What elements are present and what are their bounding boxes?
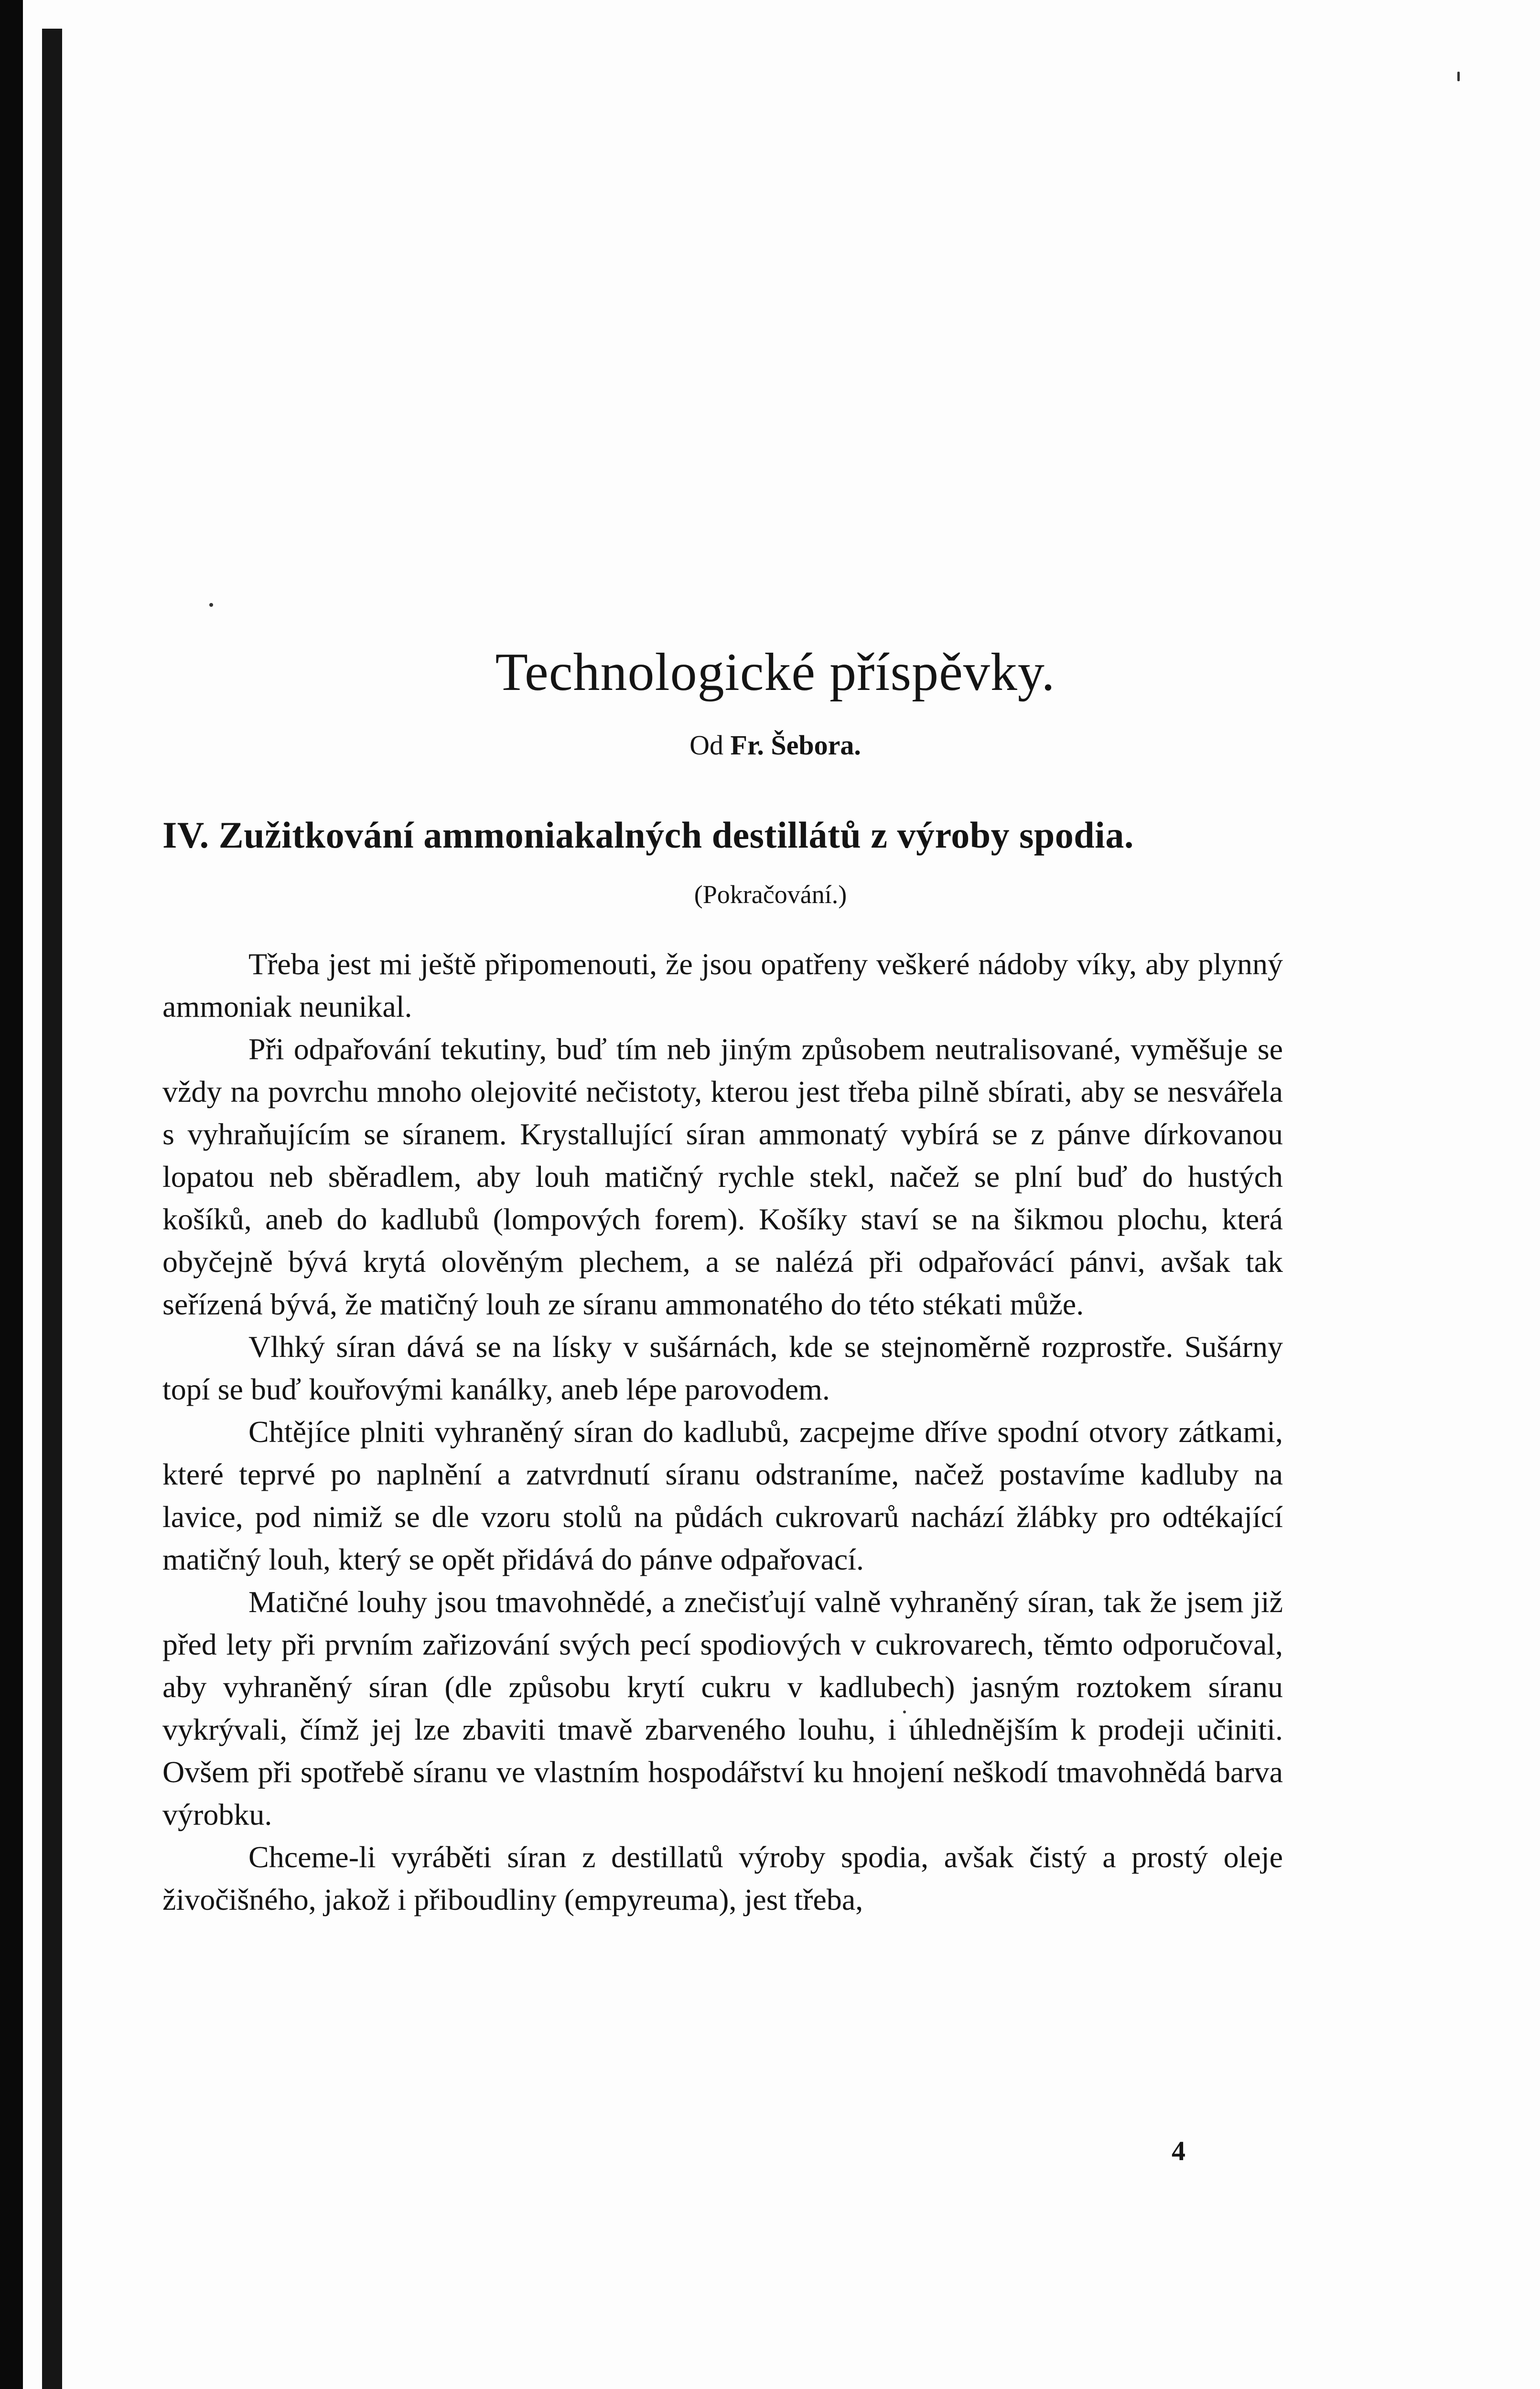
author-name: Fr. Šebora.: [730, 730, 861, 761]
paragraph: Chtějíce plniti vyhraněný síran do kadlubů, zacpejme dříve spodní otvory zátkami, které teprvé po naplnění a zatvrdnutí síranu odstraníme, načež postavíme kadluby na lavice, pod nimiž se dle vzoru stolů na půdách cukrovarů nachází žlábky pro odtékající matičný louh, který se opět přidává do pánve odpařovací.: [162, 1415, 1283, 1577]
byline: [162, 729, 1283, 761]
section-heading: IV. Zužitkování ammoniakalných destillátů z výroby spodia.: [162, 814, 1134, 856]
article-title: Technologické příspěvky.: [495, 643, 1055, 702]
article: [162, 640, 1283, 1921]
article-body: [162, 943, 1283, 1921]
scan-left-edge: [0, 0, 23, 2389]
paragraph: Vlhký síran dává se na lísky v sušárnách, kde se stejnoměrně rozprostře. Sušárny topí se buď kouřovými kanálky, aneb lépe parovodem.: [162, 1330, 1283, 1407]
scan-speck: [209, 603, 213, 607]
paragraph: Při odpařování tekutiny, buď tím neb jiným způsobem neutralisované, vyměšuje se vždy na povrchu mnoho olejovité nečistoty, kterou jest třeba pilně sbírati, aby se nesvářela s vyhraňujícím se síranem. Krystallující síran ammonatý vybírá se z pánve dírkovanou lopatou neb sběradlem, aby louh matičný rychle stekl, načež se plní buď do hustých košíků, aneb do kadlubů (lompových forem). Košíky staví se na šikmou plochu, která obyčejně bývá krytá olověným plechem, a se nalézá při odpařovácí pánvi, avšak tak seřízená bývá, že matičný louh ze síranu ammonatého do této stékati může.: [162, 1032, 1283, 1322]
paragraph: Matičné louhy jsou tmavohnědé, a znečisťují valně vyhraněný síran, tak že jsem již před lety při prvním zařizování svých pecí spodiových v cukrovarech, těmto odporučoval, aby vyhraněný síran (dle způsobu krytí cukru v kadlubech) jasným roztokem síranu vykrývali, čímž jej lze zbaviti tmavě zbarveného louhu, i úhlednějším k prodeji učiniti. Ovšem při spotřebě síranu ve vlastním hospodářství ku hnojení neškodí tmavohnědá barva výrobku.: [162, 1585, 1283, 1832]
paragraph: Chceme-li vyráběti síran z destillatů výroby spodia, avšak čistý a prostý oleje živočišného, jakož i přiboudliny (empyreuma), jest třeba,: [162, 1840, 1283, 1917]
byline-prefix: Od: [689, 730, 724, 761]
paragraph: Třeba jest mi ještě připomenouti, že jsou opatřeny veškeré nádoby víky, aby plynný ammoniak neunikal.: [162, 947, 1283, 1024]
page-number: 4: [1172, 2135, 1185, 2166]
scan-speck: [1457, 72, 1460, 81]
scan-binding-shadow: [42, 29, 62, 2389]
continued-note: (Pokračování.): [694, 880, 847, 909]
